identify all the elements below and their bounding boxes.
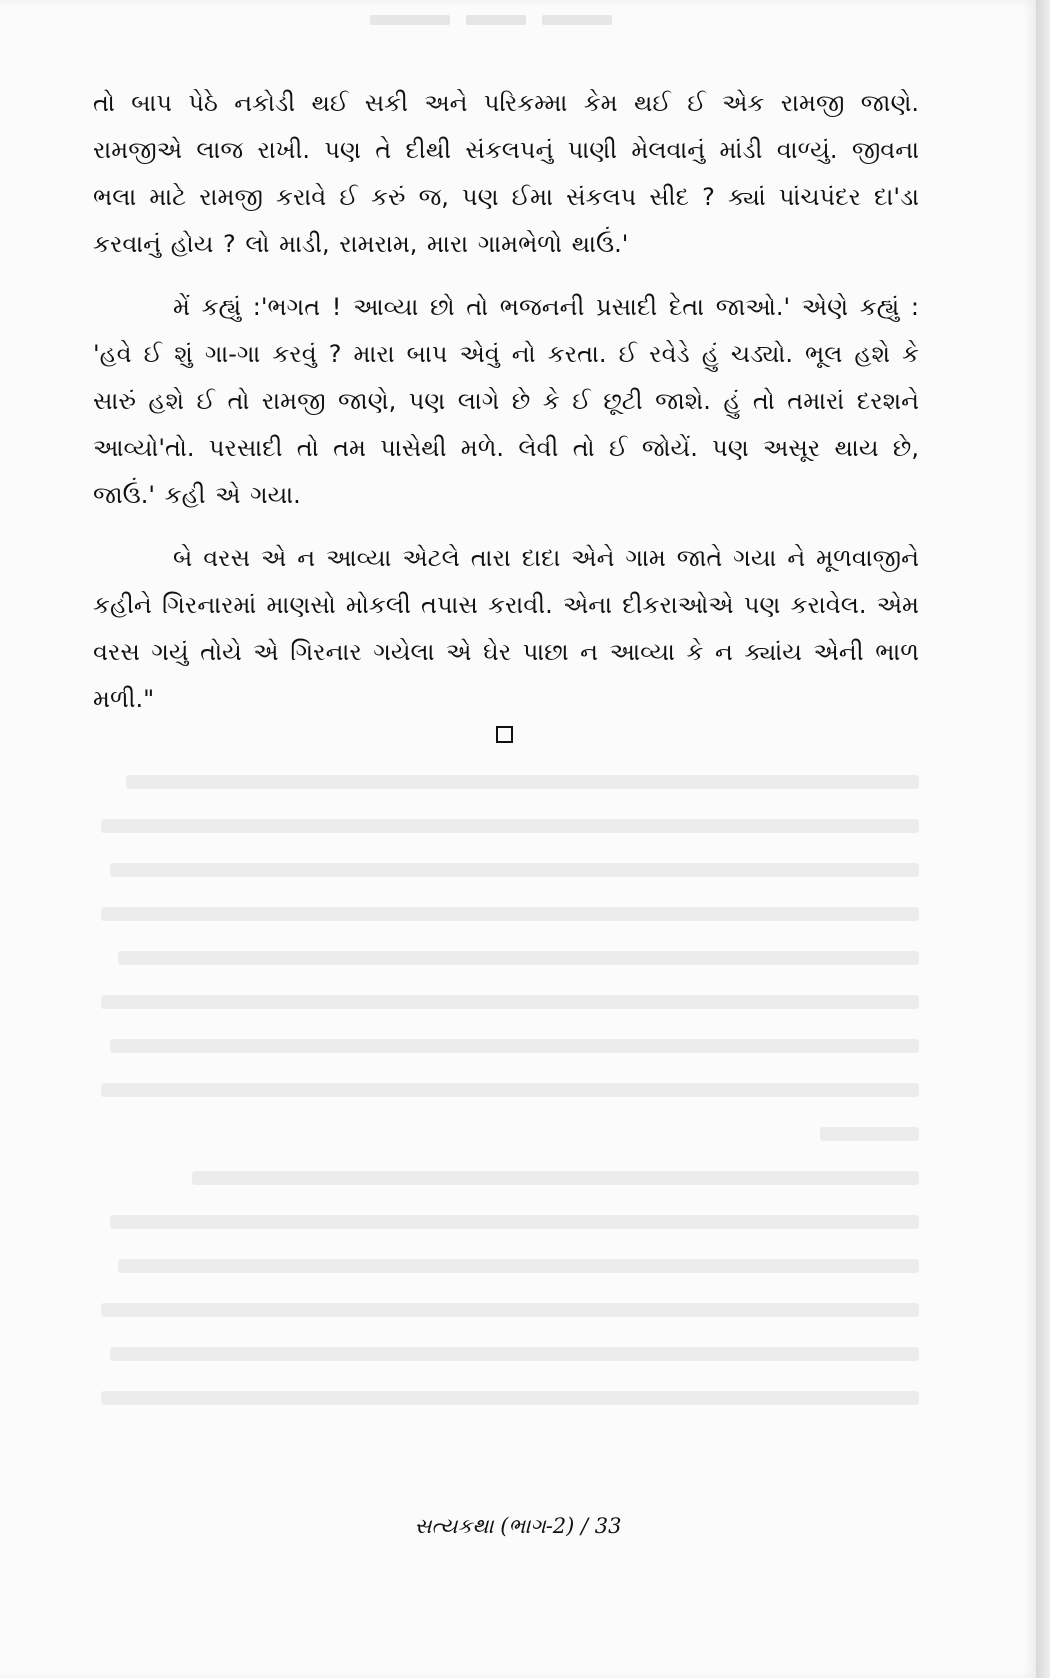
page-footer: સત્યકથા (ભાગ-2) / 33 (414, 1514, 622, 1538)
paragraph-2: મેં કહ્યું :'ભગત ! આવ્યા છો તો ભજનની પ્રસાદી દેતા જાઓ.' એણે કહ્યું : 'હવે ઈ શું ગા-ગા કરવું ? મારા બાપ એવું નો કરતા. ઈ રવેડે હું ચડ્યો. ભૂલ હશે કે સારું હશે ઈ તો રામજી જાણે, પણ લાગે છે કે ઈ છૂટી જાશે. હું તો તમારાં દરશને આવ્યો'તો. પરસાદી તો તમ પાસેથી મળે. લેવી તો ઈ જોયેં. પણ અસૂર થાય છે, જાઉં.' કહી એ ગયા. (93, 293, 919, 509)
section-end-square-icon (496, 726, 513, 743)
show-through-header (370, 10, 670, 28)
paragraph-3: બે વરસ એ ન આવ્યા એટલે તારા દાદા એને ગામ જાતે ગયા ને મૂળવાજીને કહીને ગિરનારમાં માણસો મોકલી તપાસ કરાવી. એના દીકરાઓએ પણ કરાવેલ. એમ વરસ ગયું તોયે એ ગિરનાર ગયેલા એ ઘેર પાછા ન આવ્યા કે ન ક્યાંય એની ભાળ મળી." (93, 544, 919, 713)
body-text (93, 80, 919, 723)
page-edge (1036, 0, 1050, 1678)
show-through-text (93, 760, 919, 1480)
paragraph-1: તો બાપ પેઠે નકોડી થઈ સકી અને પરિકમ્મા કેમ થઈ ઈ એક રામજી જાણે. રામજીએ લાજ રાખી. પણ તે દીથી સંકલપનું પાણી મેલવાનું માંડી વાળ્યું. જીવના ભલા માટે રામજી કરાવે ઈ કરું જ, પણ ઈમા સંકલપ સીદ ? ક્યાં પાંચપંદર દા'ડા કરવાનું હોય ? લો માડી, રામરામ, મારા ગામભેળો થાઉં.' (93, 89, 919, 258)
